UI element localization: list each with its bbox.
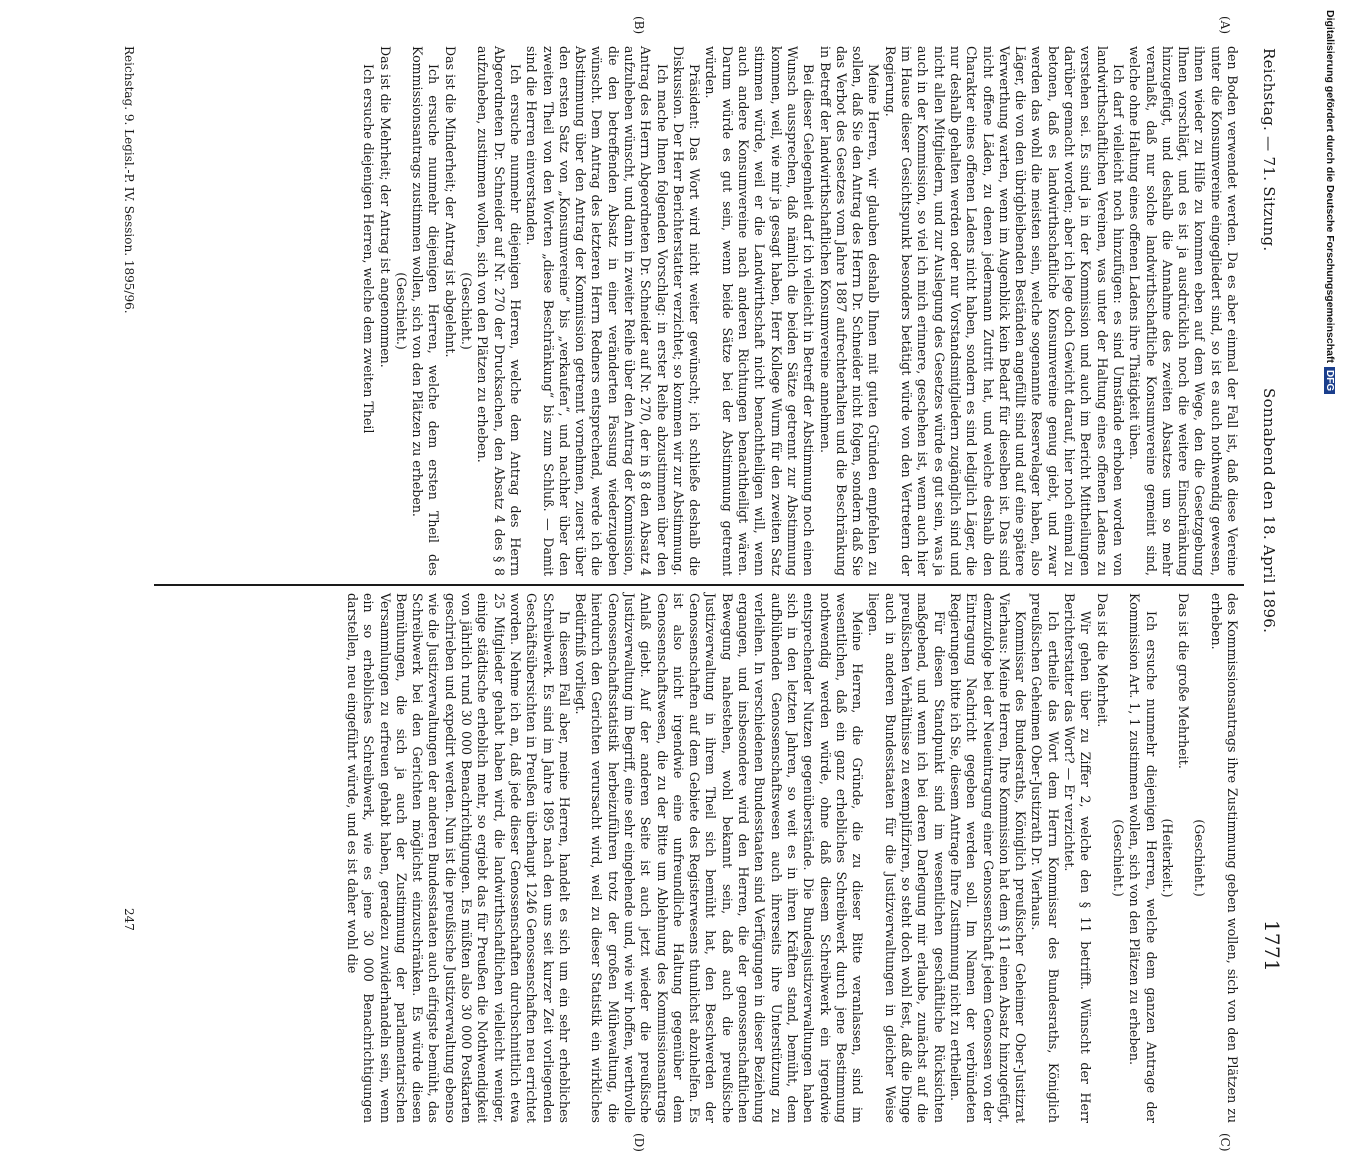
paragraph: Ich ersuche diejenigen Herren, welche dem zweiten Theil	[361, 64, 377, 434]
document-page	[66, 8, 1296, 1152]
digitization-text: Digitalisierung gefördert durch die Deutsche Forschungsgemeinschaft	[1324, 10, 1336, 363]
paragraph: Ich ertheile das Wort dem Herrn Kommissar des Bundesraths, Königlich preußischen Geheimen Ober-Justizrath Dr. Vierhaus.	[1029, 593, 1061, 1123]
margin-marker-b: (B)	[632, 16, 646, 35]
paragraph: (Heiterkeit.)	[1159, 818, 1175, 898]
footer-session: Reichstag. 9. Legisl.-P. IV. Session. 1895/96.	[122, 46, 136, 314]
header-date: Sonnabend den 18. April 1896.	[1260, 388, 1278, 634]
paragraph: In diesem Fall aber, meine Herren, handelt es sich um ein sehr erhebliches Schreibwerk. Es sind im Jahre 1895 nach den uns seit kurzer Zeit vorliegenden Geschäftsübersichten in Preußen überhaupt 1246 Genossenschaften neu errichtet worden. Nehme ich an, daß jede dieser Genossenschaften durchschnittlich etwa 25 Mitglieder gehabt haben wird, die landwirthschaftlichen vielleicht weniger, einige städtische erheblich mehr, so ergiebt das für Preußen die Nothwendigkeit von jährlich rund 30 000 Benachrichtigungen. Es müßten also 30 000 Postkarten geschrieben und expedirt werden. Nun ist die preußische Justizverwaltung ebenso wie die Justizverwaltungen der anderen Bundesstaaten auch eifrigste bemüht, das Schreibwerk bei den Gerichten möglichst einzuschränken. Es würde diesen Bemühungen, die sich ja auch der Zustimmung der parlamentarischen Versammlungen zu erfreuen gehabt haben, geradezu zuwiderhandeln sein, wenn ein so erhebliches Schreibwerk, wie es jene 30 000 Benachrichtigungen darstellen, neu eingeführt würde, und es ist daher wohl die	[344, 593, 572, 1123]
right-column	[140, 593, 1240, 1123]
paragraph: Bei dieser Gelegenheit darf ich vielleicht in Betreff der Abstimmung noch einen Wunsch aussprechen, daß nämlich die beiden Sätze getrennt zur Abstimmung kommen, weil, wie mir ja gesagt haben, Herr Kollege Wurm für den zweiten Satz stimmen würde, weil er die Landwirthschaft nicht benachtheiligen will, wenn auch andere Konsumvereine nach anderen Richtungen benachtheiligt wären. Darum würde es gut sein, wenn beide Sätze bei der Abstimmung getrennt würden.	[703, 46, 817, 576]
paragraph: Ich mache Ihnen folgenden Vorschlag: in erster Reihe abzustimmen über den Antrag des Herrn Abgeordneten Dr. Schneider auf Nr. 270, der in § 8 den Absatz 4 aufzuheben wünscht, und dann in zweiter Reihe über den Antrag der Kommission, die den betreffenden Absatz in einer veränderten Fassung wiederzugeben wünscht. Dem Antrag des letzteren Herrn Redners entsprechend, werde ich die Abstimmung über den Antrag der Kommission getrennt vornehmen, zuerst über den ersten Satz von „Konsumvereine“ bis „verkaufen“, und nachher über den zweiten Theil von den Worten „diese Beschränkung“ bis zum Schluß. — Damit sind die Herren einverstanden.	[524, 46, 670, 576]
paragraph: Das ist die große Mehrheit.	[1176, 593, 1192, 769]
paragraph: Meine Herren, wir glauben deshalb Ihnen mit guten Gründen empfehlen zu sollen, daß Sie den Antrag des Herrn Dr. Schneider nicht folgen, sondern daß Sie das Verbot des Gesetzes vom Jahre 1887 aufrechterhalten und die Beschränkung in Betreff der landwirthschaftlichen Konsumvereine annehmen.	[817, 46, 882, 576]
paragraph: (Geschieht.)	[393, 272, 409, 350]
paragraph: den Boden verwendet werden. Da es aber einmal der Fall ist, daß diese Vereine unter die Konsumvereine eingegliedert sind, so ist es auch nothwendig gewesen, ihnen wieder zu Hilfe zu kommen eben auf dem Wege, den die Gesetzgebung Ihnen vorschlägt, und es ist ja ausdrücklich noch die weitere Einschränkung hinzugefügt, und deshalb die Annahme des zweiten Absatzes um so mehr veranlaßt, daß nur solche landwirthschaftliche Konsumvereine gemeint sind, welche ohne Haltung eines offenen Ladens ihre Thätigkeit üben.	[1127, 46, 1240, 576]
paragraph: Das ist die Mehrheit.	[1094, 593, 1110, 728]
paragraph: Wir gehen über zu Ziffer 2, welche den § 11 betrifft. Wünscht der Herr Berichterstatter das Wort? — Er verzichtet.	[1062, 593, 1094, 1123]
paragraph: Ich ersuche nunmehr diejenigen Herren, welche dem Antrag des Herrn Abgeordneten Dr. Schneider auf Nr. 270 der Drucksachen, den Absatz 4 des § 8 aufzuheben, zustimmen wollen, sich von den Plätzen zu erheben.	[475, 46, 523, 576]
paragraph: Ich ersuche nunmehr diejenigen Herren, welche dem ganzen Antrage der Kommission Art. 1, 1 zustimmen wollen, sich von den Plätzen zu erheben.	[1127, 593, 1159, 1123]
margin-marker-d: (D)	[632, 1133, 646, 1152]
margin-marker-c: (C)	[1218, 1133, 1232, 1152]
paragraph: Das ist die Mehrheit; der Antrag ist angenommen.	[377, 46, 393, 368]
paragraph: Kommissar des Bundesraths, Königlich preußischer Geheimer Ober-Justizrat Vierhaus: Meine Herren, Ihre Kommission hat dem § 11 einen Absatz hinzugefügt, demzufolge bei der Neueintragung einer Genossenschaft jedem Genossen von der Eintragung Nachricht gegeben werden soll. Im Namen der verbündeten Regierungen bitte ich Sie, diesem Antrage Ihre Zustimmung nicht zu ertheilen.	[947, 593, 1029, 1123]
page-number: 1771	[1260, 919, 1284, 972]
paragraph: Für diesen Standpunkt sind im wesentlichen geschäftliche Rücksichten maßgebend, und wenn ich bei deren Darlegung mir erlaube, zunächst auf die preußischen Verhältnisse zu exemplifiziren, so steht doch wohl fest, daß die Dinge auch in anderen Bundesstaaten für die Justizverwaltungen in gleicher Weise liegen.	[866, 593, 947, 1123]
margin-marker-a: (A)	[1218, 16, 1232, 35]
paragraph: (Geschieht.)	[1192, 819, 1208, 897]
left-column	[140, 46, 1240, 576]
paragraph: Ich ersuche nunmehr diejenigen Herren, welche dem ersten Theil des Kommissionsantrags zustimmen wollen, sich von den Plätzen zu erheben.	[410, 46, 442, 576]
paragraph: (Geschieht.)	[459, 272, 475, 350]
paragraph: Ich darf vielleicht noch hinzufügen: es sind Umstände erhoben worden von landwirthschaftlichen Vereinen, was unter der Haltung eines offenen Ladens zu verstehen sei. Es sind ja in der Kommission und auch im Bericht Mittheilungen darüber gemacht worden; aber ich lege doch Gewicht darauf, hier noch einmal zu betonen, daß es landwirthschaftliche Konsumvereine genug giebt, und zwar werden das wohl die meisten sein, welche sogenannte Reservelager haben, also Läger, die von den übrigbleibenden Beständen angefüllt sind und auf eine spätere Verwerthung warten, wenn im Augenblick kein Bedarf für dieselben ist. Das sind nicht offene Läden, zu denen jedermann Zutritt hat, und welche deshalb den Charakter eines offenen Ladens nicht haben, sondern es sind lediglich Läger, die nur deshalb gehalten werden oder nur Vorstandsmitgliedern zugänglich sind und nicht allen Mitgliedern, und zur Auslegung des Gesetzes würde es gut sein, was ja auch in der Kommission, so viel ich mich erinnere, geschehen ist, wenn auch hier im Hause dieser Gesichtspunkt besonders betätigt würde von den Vertretern der Regierung.	[882, 46, 1126, 576]
page-header	[1248, 48, 1288, 972]
digitization-note	[1320, 10, 1336, 1000]
paragraph: (Geschieht.)	[1110, 819, 1126, 897]
paragraph: des Kommissionsantrags ihre Zustimmung geben wollen, sich von den Plätzen zu erheben.	[1208, 593, 1240, 1123]
paragraph: Meine Herren, die Gründe, die zu dieser Bitte veranlassen, sind im wesentlichen, daß ein ganz erhebliches Schreibwerk durch jene Bestimmung nothwendig werden würde, ohne daß diesem Schreibwerk ein irgendwie entsprechender Nutzen gegenüberstände. Die Bundesjustizverwaltungen haben sich in den letzten Jahren, so weit es in ihren Kräften stand, bemüht, dem aufblühenden Genossenschaftswesen auch ihrerseits ihre Unterstützung zu verleihen. In verschiedenen Bundesstaaten sind Verfügungen in dieser Beziehung ergangen, und insbesondere wird den Herren, die der genossenschaftlichen Bewegung nahestehen, wohl bekannt sein, daß auch die preußische Justizverwaltung in ihrem Theil sich bemüht hat, den Beschwerden der Genossenschaften auf dem Gebiete des Registerwesens thunlichst abzuhelfen. Es ist also nicht irgendwie eine unfreundliche Haltung gegenüber dem Genossenschaftswesen, die zu der Bitte um Ablehnung des Kommissionsantrags Anlaß giebt. Auf der anderen Seite ist auch jetzt wieder die preußische Justizverwaltung im Begriff, eine sehr eingehende und, wie wir hoffen, werthvolle Genossenschaftsstatistik herbeizuführen trotz der großen Mühewaltung, die hierdurch den Gerichten verursacht wird, weil zu dieser Statistik ein wirkliches Bedürfniß vorliegt.	[573, 593, 866, 1123]
paragraph: Das ist die Minderheit; der Antrag ist abgelehnt.	[442, 46, 458, 358]
dfg-logo: DFG	[1324, 367, 1335, 394]
paragraph: Präsident: Das Wort wird nicht weiter gewünscht; ich schließe deshalb die Diskussion. Der Herr Berichterstatter verzichtet; so kommen wir zur Abstimmung.	[670, 46, 703, 576]
column-divider	[154, 584, 1244, 586]
header-left: Reichstag. — 71. Sitzung.	[1260, 48, 1278, 252]
footer-page-mark: 247	[122, 908, 136, 931]
